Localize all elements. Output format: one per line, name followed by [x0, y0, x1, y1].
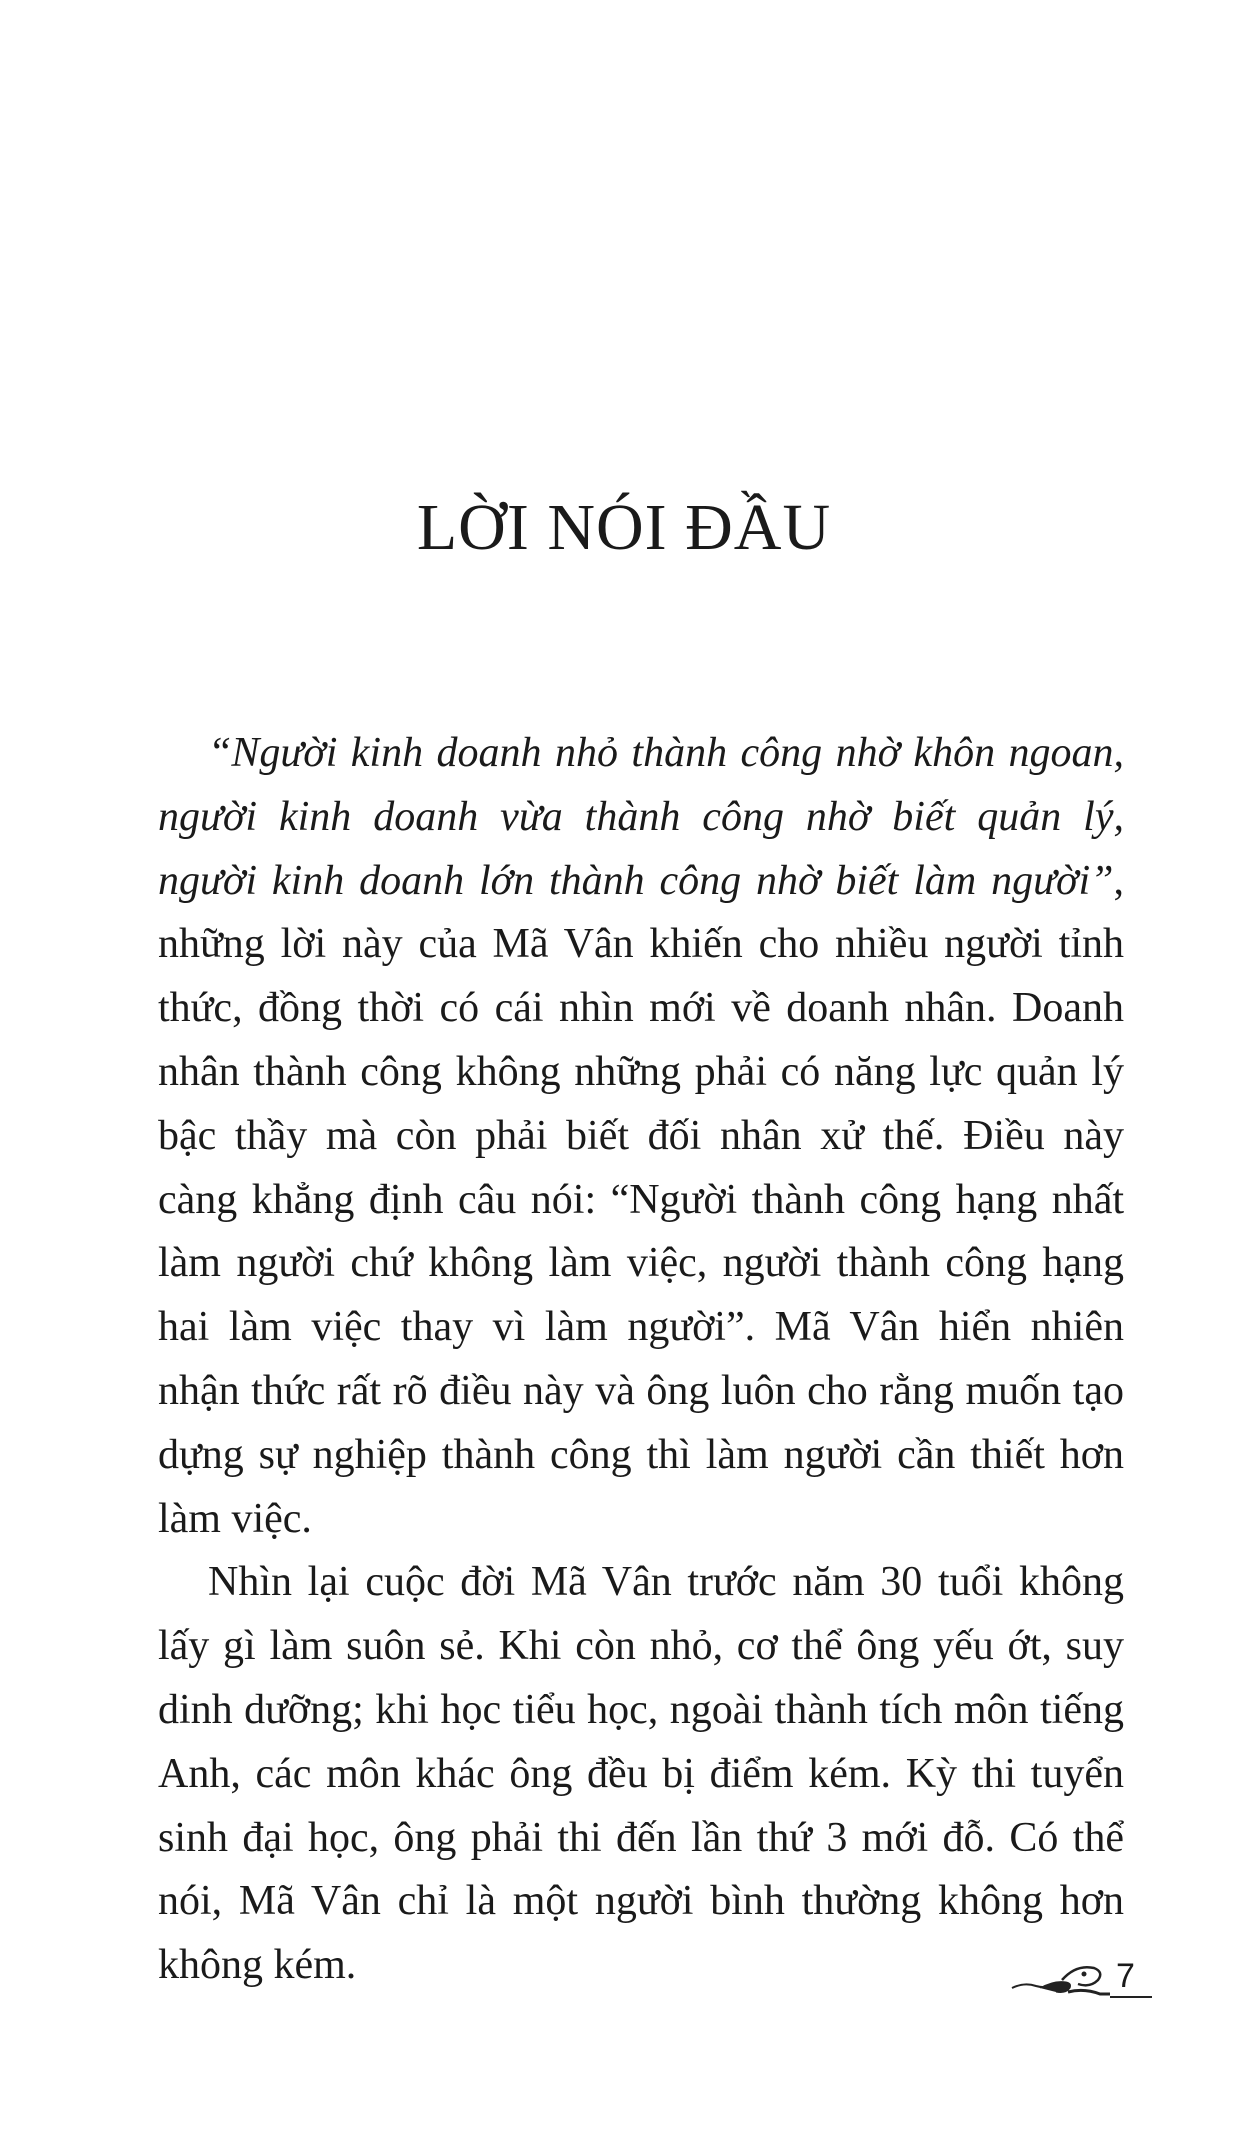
paragraph-1-text: , những lời này của Mã Vân khiến cho nhiều người tỉnh thức, đồng thời có cái nhìn mới về doanh nhân. Doanh nhân thành công không những phải có năng lực quản lý bậc thầy mà còn phải biết đối nhân xử thế. Điều này càng khẳng định câu nói: “Người thành công hạng nhất làm người chứ không làm việc, người thành công hạng hai làm việc thay vì làm người”. Mã Vân hiển nhiên nhận thức rất rõ điều này và ông luôn cho rằng muốn tạo dựng sự nghiệp thành công thì làm người cần thiết hơn làm việc. [158, 857, 1124, 1542]
paragraph-2: Nhìn lại cuộc đời Mã Vân trước năm 30 tuổi không lấy gì làm suôn sẻ. Khi còn nhỏ, cơ thể ông yếu ớt, suy dinh dưỡng; khi học tiểu học, ngoài thành tích môn tiếng Anh, các môn khác ông đều bị điểm kém. Kỳ thi tuyển sinh đại học, ông phải thi đến lần thứ 3 mới đỗ. Có thể nói, Mã Vân chỉ là một người bình thường không hơn không kém. [158, 1559, 1124, 1989]
flourish-ornament-icon [1010, 1958, 1114, 1998]
page-footer [1010, 1958, 1150, 1998]
page-number: 7 [1116, 1957, 1135, 1995]
paragraph-1 [158, 722, 1124, 1551]
footer-rule [1110, 1996, 1152, 1998]
opening-quote: “Người kinh doanh nhỏ thành công nhờ khôn ngoan, người kinh doanh vừa thành công nhờ biết quản lý, người kinh doanh lớn thành công nhờ biết làm người” [158, 730, 1124, 904]
chapter-title: LỜI NÓI ĐẦU [416, 491, 832, 564]
body-text [158, 722, 1124, 1998]
